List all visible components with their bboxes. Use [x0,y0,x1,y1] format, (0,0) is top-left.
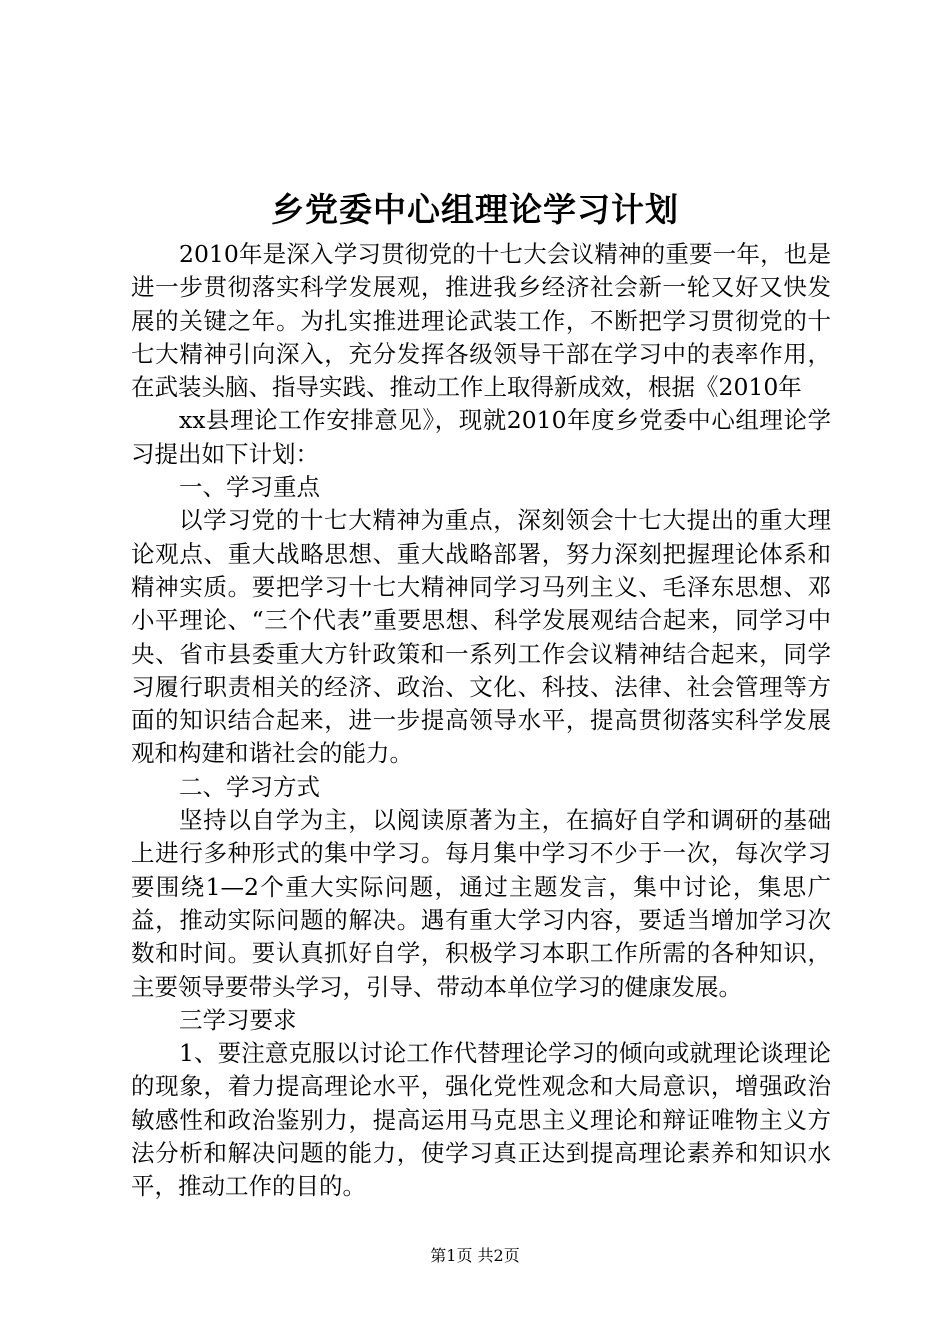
study-method-paragraph: 坚持以自学为主，以阅读原著为主，在搞好自学和调研的基础上进行多种形式的集中学习。每月集中学习不少于一次，每次学习要围绕1—2个重大实际问题，通过主题发言，集中讨论，集思广益，推动实际问题的解决。遇有重大学习内容，要适当增加学习次数和时间。要认真抓好自学，积极学习本职工作所需的各种知识，主要领导要带头学习，引导、带动本单位学习的健康发展。 [131,806,831,1001]
document-body [131,238,831,1204]
section-heading-study-requirements: 三学习要求 [179,1005,297,1034]
page-footer: 第1页 共2页 [430,1246,520,1265]
intro-continuation-paragraph: xx县理论工作安排意见》，现就2010年度乡党委中心组理论学习提出如下计划： [131,406,831,468]
study-focus-paragraph: 以学习党的十七大精神为重点，深刻领会十七大提出的重大理论观点、重大战略思想、重大战略部署，努力深刻把握理论体系和精神实质。要把学习十七大精神同学习马列主义、毛泽东思想、邓小平理论、“三个代表”重要思想、科学发展观结合起来，同学习中央、省市县委重大方针政策和一系列工作会议精神结合起来，同学习履行职责相关的经济、政治、文化、科技、法律、社会管理等方面的知识结合起来，进一步提高领导水平，提高贯彻落实科学发展观和构建和谐社会的能力。 [131,506,831,768]
intro-paragraph: 2010年是深入学习贯彻党的十七大会议精神的重要一年，也是进一步贯彻落实科学发展观，推进我乡经济社会新一轮又好又快发展的关键之年。为扎实推进理论武装工作，不断把学习贯彻党的十七大精神引向深入，充分发挥各级领导干部在学习中的表率作用，在武装头脑、指导实践、推动工作上取得新成效，根据《2010年 [131,240,831,402]
section-heading-study-focus: 一、学习重点 [179,473,320,502]
section-heading-study-method: 二、学习方式 [179,772,320,801]
requirement-item-1: 1、要注意克服以讨论工作代替理论学习的倾向或就理论谈理论的现象，着力提高理论水平，强化党性观念和大局意识，增强政治敏感性和政治鉴别力，提高运用马克思主义理论和辩证唯物主义方法分析和解决问题的能力，使学习真正达到提高理论素养和知识水平，推动工作的目的。 [131,1039,831,1201]
document-title: 乡党委中心组理论学习计划 [271,190,679,229]
